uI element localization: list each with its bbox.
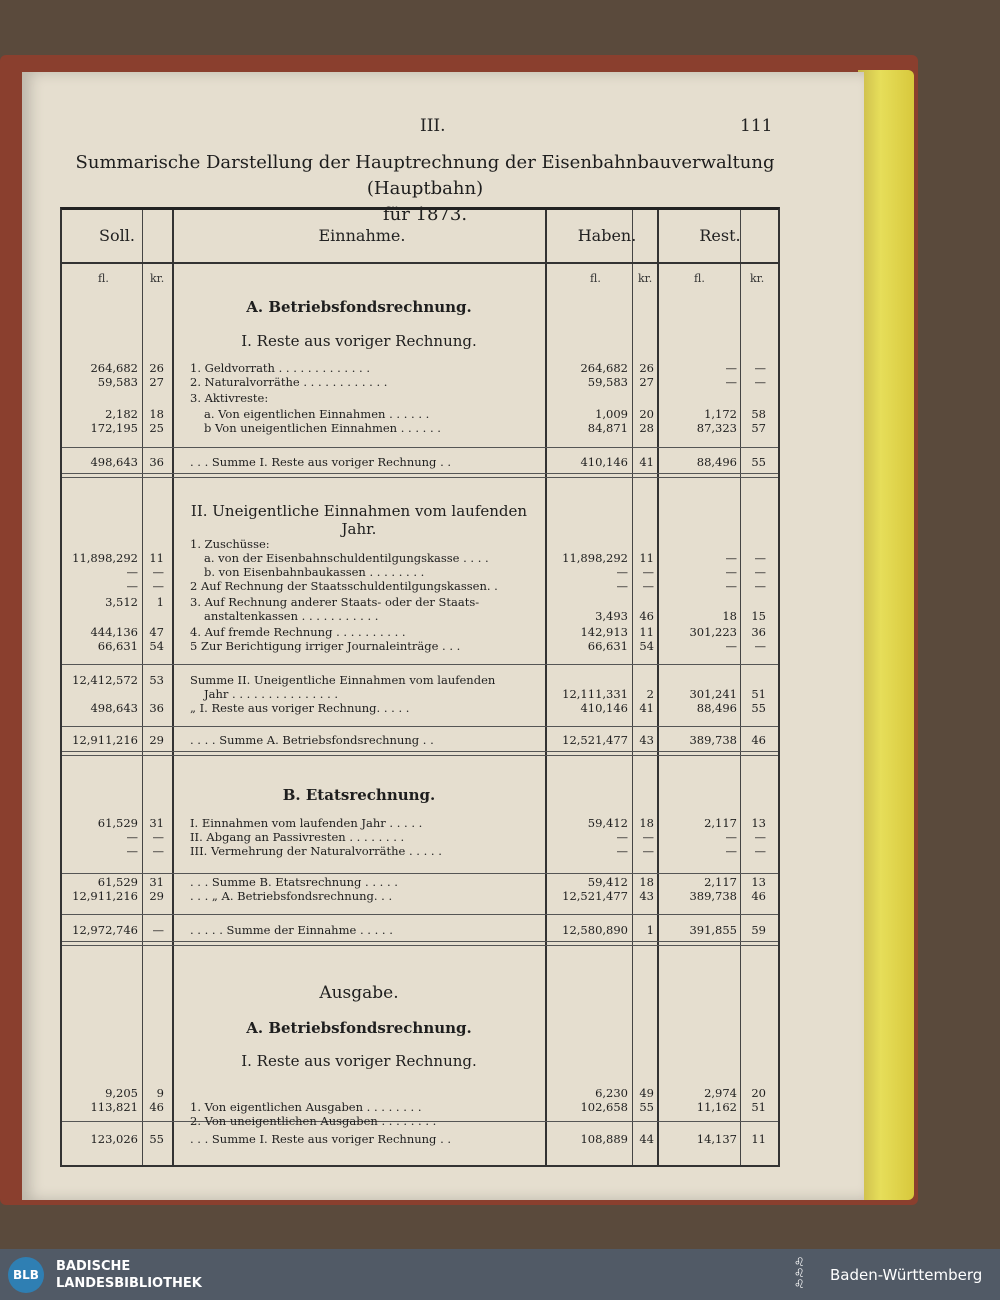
rest-florin: — [725, 844, 737, 858]
haben-florin: 12,521,477 [562, 733, 628, 747]
soll-kreuzer: 53 [149, 673, 164, 687]
soll-kreuzer: — [152, 923, 164, 937]
haben-florin: 410,146 [580, 701, 628, 715]
rest-kreuzer: — [754, 830, 766, 844]
rest-kreuzer: 13 [751, 816, 766, 830]
soll-florin: 66,631 [97, 639, 138, 653]
table-row [62, 375, 778, 389]
table-row [62, 673, 778, 687]
table-row [62, 1114, 778, 1128]
table-row [62, 701, 778, 715]
haben-florin: — [616, 565, 628, 579]
unit-fl: fl. [590, 272, 601, 285]
table-row [62, 455, 778, 469]
haben-florin: 6,230 [595, 1086, 628, 1100]
haben-kreuzer: — [642, 565, 654, 579]
entry-text: b Von uneigentlichen Einnahmen . . . . . . [204, 421, 441, 435]
section-heading: II. Uneigentliche Einnahmen vom laufenden Jahr. [190, 502, 528, 538]
soll-kreuzer: 36 [149, 701, 164, 715]
title-line-1: Summarische Darstellung der Hauptrechnung der Eisenbahnbauverwaltung (Hauptbahn) [75, 152, 775, 199]
soll-florin: — [126, 830, 138, 844]
haben-florin: — [616, 844, 628, 858]
haben-florin: 108,889 [580, 1132, 628, 1146]
soll-kreuzer: — [152, 565, 164, 579]
entry-text: anstaltenkassen . . . . . . . . . . . [204, 609, 379, 623]
table-row [62, 1132, 778, 1146]
entry-text: II. Abgang an Passivresten . . . . . . . . [190, 830, 405, 844]
rest-florin: — [725, 551, 737, 565]
library-name-line-2: LANDESBIBLIOTHEK [56, 1276, 202, 1291]
state-name[interactable]: Baden-Württemberg [830, 1266, 983, 1284]
soll-kreuzer: 18 [149, 407, 164, 421]
sum-rule [62, 873, 778, 874]
footer-bar [0, 1249, 1000, 1300]
entry-text: . . . . . Summe der Einnahme . . . . . [190, 923, 393, 937]
soll-florin: 498,643 [90, 455, 138, 469]
rest-kreuzer: 36 [751, 625, 766, 639]
unit-kr: kr. [638, 272, 653, 285]
soll-kreuzer: 25 [149, 421, 164, 435]
table-row [62, 875, 778, 889]
entry-text: 2. Naturalvorräthe . . . . . . . . . . . . [190, 375, 388, 389]
rest-kreuzer: — [754, 844, 766, 858]
rest-kreuzer: 51 [751, 1100, 766, 1114]
soll-kreuzer: 26 [149, 361, 164, 375]
entry-text: Jahr . . . . . . . . . . . . . . . [204, 687, 339, 701]
header-rest: Rest. [699, 226, 741, 245]
soll-florin: 444,136 [90, 625, 138, 639]
soll-kreuzer: 31 [149, 875, 164, 889]
soll-florin: 59,583 [97, 375, 138, 389]
sum-rule [62, 664, 778, 665]
table-row [62, 816, 778, 830]
table-row [62, 537, 778, 551]
haben-kreuzer: 49 [639, 1086, 654, 1100]
haben-kreuzer: 11 [639, 551, 654, 565]
soll-florin: 3,512 [105, 595, 138, 609]
soll-florin: 12,911,216 [72, 733, 138, 747]
soll-florin: 172,195 [90, 421, 138, 435]
entry-text: 1. Zuschüsse: [190, 537, 270, 551]
section-heading: A. Betriebsfondsrechnung. [246, 1019, 472, 1037]
soll-kreuzer: — [152, 844, 164, 858]
library-name[interactable] [56, 1258, 202, 1292]
table-row [62, 687, 778, 701]
sum-rule [62, 726, 778, 727]
entry-text: I. Einnahmen vom laufenden Jahr . . . . . [190, 816, 423, 830]
haben-kreuzer: 28 [639, 421, 654, 435]
rest-florin: 391,855 [689, 923, 737, 937]
sum-rule [62, 751, 778, 756]
soll-kreuzer: 27 [149, 375, 164, 389]
rest-kreuzer: 13 [751, 875, 766, 889]
table-row [62, 391, 778, 405]
rest-florin: 2,974 [704, 1086, 737, 1100]
table-row [62, 844, 778, 858]
sum-rule [62, 941, 778, 946]
haben-kreuzer: 41 [639, 701, 654, 715]
lions-coat-of-arms-icon: ♌ ♌ ♌ [794, 1255, 805, 1291]
soll-florin: 498,643 [90, 701, 138, 715]
rest-kreuzer: 55 [751, 701, 766, 715]
rest-kreuzer: — [754, 579, 766, 593]
section-number: III. [420, 116, 446, 136]
entry-text: a. von der Eisenbahnschuldentilgungskasse . . . . [204, 551, 489, 565]
soll-kreuzer: 29 [149, 889, 164, 903]
haben-florin: 264,682 [580, 361, 628, 375]
rest-kreuzer: 51 [751, 687, 766, 701]
haben-florin: 410,146 [580, 455, 628, 469]
table-row [62, 407, 778, 421]
haben-kreuzer: 18 [639, 875, 654, 889]
rest-florin: — [725, 565, 737, 579]
soll-florin: 2,182 [105, 407, 138, 421]
haben-kreuzer: 54 [639, 639, 654, 653]
rest-kreuzer: 57 [751, 421, 766, 435]
rest-kreuzer: 55 [751, 455, 766, 469]
section-heading: A. Betriebsfondsrechnung. [246, 298, 472, 316]
entry-text: 3. Auf Rechnung anderer Staats- oder der Staats- [190, 595, 480, 609]
haben-kreuzer: 41 [639, 455, 654, 469]
haben-florin: 12,111,331 [562, 687, 628, 701]
rest-florin: 301,241 [689, 687, 737, 701]
soll-florin: — [126, 844, 138, 858]
rest-kreuzer: 15 [751, 609, 766, 623]
unit-kr: kr. [150, 272, 165, 285]
soll-kreuzer: 1 [156, 595, 164, 609]
soll-florin: 123,026 [90, 1132, 138, 1146]
table-row [62, 551, 778, 565]
table-row [62, 565, 778, 579]
table-row [62, 923, 778, 937]
soll-florin: 12,972,746 [72, 923, 138, 937]
table-row [62, 1100, 778, 1114]
entry-text: b. von Eisenbahnbaukassen . . . . . . . . [204, 565, 425, 579]
rest-kreuzer: — [754, 361, 766, 375]
unit-fl: fl. [98, 272, 109, 285]
soll-florin: — [126, 565, 138, 579]
haben-kreuzer: — [642, 579, 654, 593]
haben-kreuzer: 11 [639, 625, 654, 639]
soll-florin: 11,898,292 [72, 551, 138, 565]
entry-text: . . . . Summe A. Betriebsfondsrechnung . . [190, 733, 434, 747]
rest-florin: 301,223 [689, 625, 737, 639]
rest-kreuzer: — [754, 639, 766, 653]
table-row [62, 830, 778, 844]
rest-florin: 87,323 [696, 421, 737, 435]
haben-florin: 102,658 [580, 1100, 628, 1114]
rest-kreuzer: 46 [751, 889, 766, 903]
soll-kreuzer: 11 [149, 551, 164, 565]
header-einnahme: Einnahme. [318, 226, 406, 245]
entry-text: . . . Summe B. Etatsrechnung . . . . . [190, 875, 398, 889]
soll-kreuzer: 55 [149, 1132, 164, 1146]
table-row [62, 1086, 778, 1100]
table-row [62, 733, 778, 747]
entry-text: . . . Summe I. Reste aus voriger Rechnung . . [190, 455, 452, 469]
haben-kreuzer: 2 [646, 687, 654, 701]
entry-text: 2. Von uneigentlichen Ausgaben . . . . . . . . [190, 1114, 437, 1128]
haben-florin: 142,913 [580, 625, 628, 639]
soll-kreuzer: — [152, 830, 164, 844]
haben-kreuzer: 43 [639, 733, 654, 747]
soll-kreuzer: 29 [149, 733, 164, 747]
haben-kreuzer: 44 [639, 1132, 654, 1146]
rest-florin: 389,738 [689, 889, 737, 903]
haben-florin: 66,631 [587, 639, 628, 653]
haben-florin: 12,521,477 [562, 889, 628, 903]
unit-kr: kr. [750, 272, 765, 285]
soll-kreuzer: 31 [149, 816, 164, 830]
rest-florin: — [725, 639, 737, 653]
rest-kreuzer: — [754, 551, 766, 565]
soll-kreuzer: 9 [156, 1086, 164, 1100]
soll-florin: 9,205 [105, 1086, 138, 1100]
table-row [62, 579, 778, 593]
rest-florin: 88,496 [696, 455, 737, 469]
rest-florin: 18 [722, 609, 737, 623]
entry-text: a. Von eigentlichen Einnahmen . . . . . . [204, 407, 430, 421]
soll-florin: 264,682 [90, 361, 138, 375]
table-row [62, 361, 778, 375]
accounts-table [60, 207, 780, 1167]
entry-text: III. Vermehrung der Naturalvorräthe . . . . . [190, 844, 442, 858]
haben-kreuzer: 43 [639, 889, 654, 903]
unit-fl: fl. [694, 272, 705, 285]
soll-florin: 61,529 [97, 816, 138, 830]
header-rule [62, 262, 778, 264]
soll-kreuzer: 54 [149, 639, 164, 653]
soll-kreuzer: 36 [149, 455, 164, 469]
entry-text: 3. Aktivreste: [190, 391, 269, 405]
haben-kreuzer: — [642, 844, 654, 858]
haben-kreuzer: 55 [639, 1100, 654, 1114]
rest-kreuzer: 59 [751, 923, 766, 937]
section-heading: B. Etatsrechnung. [282, 786, 436, 804]
haben-florin: 59,412 [587, 816, 628, 830]
haben-florin: 59,583 [587, 375, 628, 389]
rest-florin: 2,117 [704, 816, 737, 830]
rest-kreuzer: 46 [751, 733, 766, 747]
rest-florin: 14,137 [696, 1132, 737, 1146]
rest-kreuzer: 20 [751, 1086, 766, 1100]
rest-florin: 11,162 [696, 1100, 737, 1114]
rest-florin: 1,172 [704, 407, 737, 421]
haben-florin: 84,871 [587, 421, 628, 435]
haben-florin: 1,009 [595, 407, 628, 421]
soll-kreuzer: 47 [149, 625, 164, 639]
section-heading: I. Reste aus voriger Rechnung. [241, 1052, 477, 1070]
rest-florin: 2,117 [704, 875, 737, 889]
soll-kreuzer: — [152, 579, 164, 593]
rest-florin: — [725, 579, 737, 593]
section-heading: I. Reste aus voriger Rechnung. [241, 332, 477, 350]
haben-kreuzer: 1 [646, 923, 654, 937]
entry-text: 2 Auf Rechnung der Staatsschuldentilgungskassen. . [190, 579, 498, 593]
section-heading: Ausgabe. [319, 983, 399, 1003]
rest-kreuzer: 58 [751, 407, 766, 421]
page-edge [858, 70, 914, 1200]
haben-kreuzer: 27 [639, 375, 654, 389]
haben-kreuzer: 46 [639, 609, 654, 623]
haben-kreuzer: 26 [639, 361, 654, 375]
entry-text: . . . „ A. Betriebsfondsrechnung. . . [190, 889, 393, 903]
soll-kreuzer: 46 [149, 1100, 164, 1114]
haben-kreuzer: 20 [639, 407, 654, 421]
table-row [62, 889, 778, 903]
table-row [62, 421, 778, 435]
sum-rule [62, 447, 778, 448]
haben-florin: 3,493 [595, 609, 628, 623]
haben-florin: — [616, 830, 628, 844]
haben-florin: — [616, 579, 628, 593]
entry-text: . . . Summe I. Reste aus voriger Rechnung . . [190, 1132, 452, 1146]
soll-florin: 12,412,572 [72, 673, 138, 687]
sum-rule [62, 473, 778, 478]
rest-florin: — [725, 361, 737, 375]
blb-logo[interactable]: BLB [8, 1257, 44, 1293]
entry-text: 1. Geldvorrath . . . . . . . . . . . . . [190, 361, 371, 375]
table-row [62, 639, 778, 653]
rest-florin: — [725, 375, 737, 389]
rest-kreuzer: 11 [751, 1132, 766, 1146]
table-row [62, 595, 778, 609]
soll-florin: 12,911,216 [72, 889, 138, 903]
soll-florin: 61,529 [97, 875, 138, 889]
rest-florin: — [725, 830, 737, 844]
rest-florin: 389,738 [689, 733, 737, 747]
soll-florin: 113,821 [90, 1100, 138, 1114]
page-header [0, 116, 1000, 140]
rest-kreuzer: — [754, 375, 766, 389]
entry-text: 4. Auf fremde Rechnung . . . . . . . . . . [190, 625, 406, 639]
table-row [62, 609, 778, 623]
page-number: 111 [740, 116, 773, 136]
soll-florin: — [126, 579, 138, 593]
sum-rule [62, 914, 778, 915]
haben-kreuzer: — [642, 830, 654, 844]
title-line-2: für 1873. [382, 204, 468, 225]
haben-kreuzer: 18 [639, 816, 654, 830]
haben-florin: 11,898,292 [562, 551, 628, 565]
entry-text: 5 Zur Berichtigung irriger Journaleinträge . . . [190, 639, 461, 653]
haben-florin: 59,412 [587, 875, 628, 889]
header-haben: Haben. [577, 226, 637, 245]
header-soll: Soll. [99, 226, 135, 245]
entry-text: 1. Von eigentlichen Ausgaben . . . . . . . . [190, 1100, 422, 1114]
table-row [62, 625, 778, 639]
rest-kreuzer: — [754, 565, 766, 579]
library-name-line-1: BADISCHE [56, 1259, 131, 1274]
haben-florin: 12,580,890 [562, 923, 628, 937]
entry-text: Summe II. Uneigentliche Einnahmen vom laufenden [190, 673, 496, 687]
entry-text: „ I. Reste aus voriger Rechnung. . . . . [190, 701, 410, 715]
rest-florin: 88,496 [696, 701, 737, 715]
